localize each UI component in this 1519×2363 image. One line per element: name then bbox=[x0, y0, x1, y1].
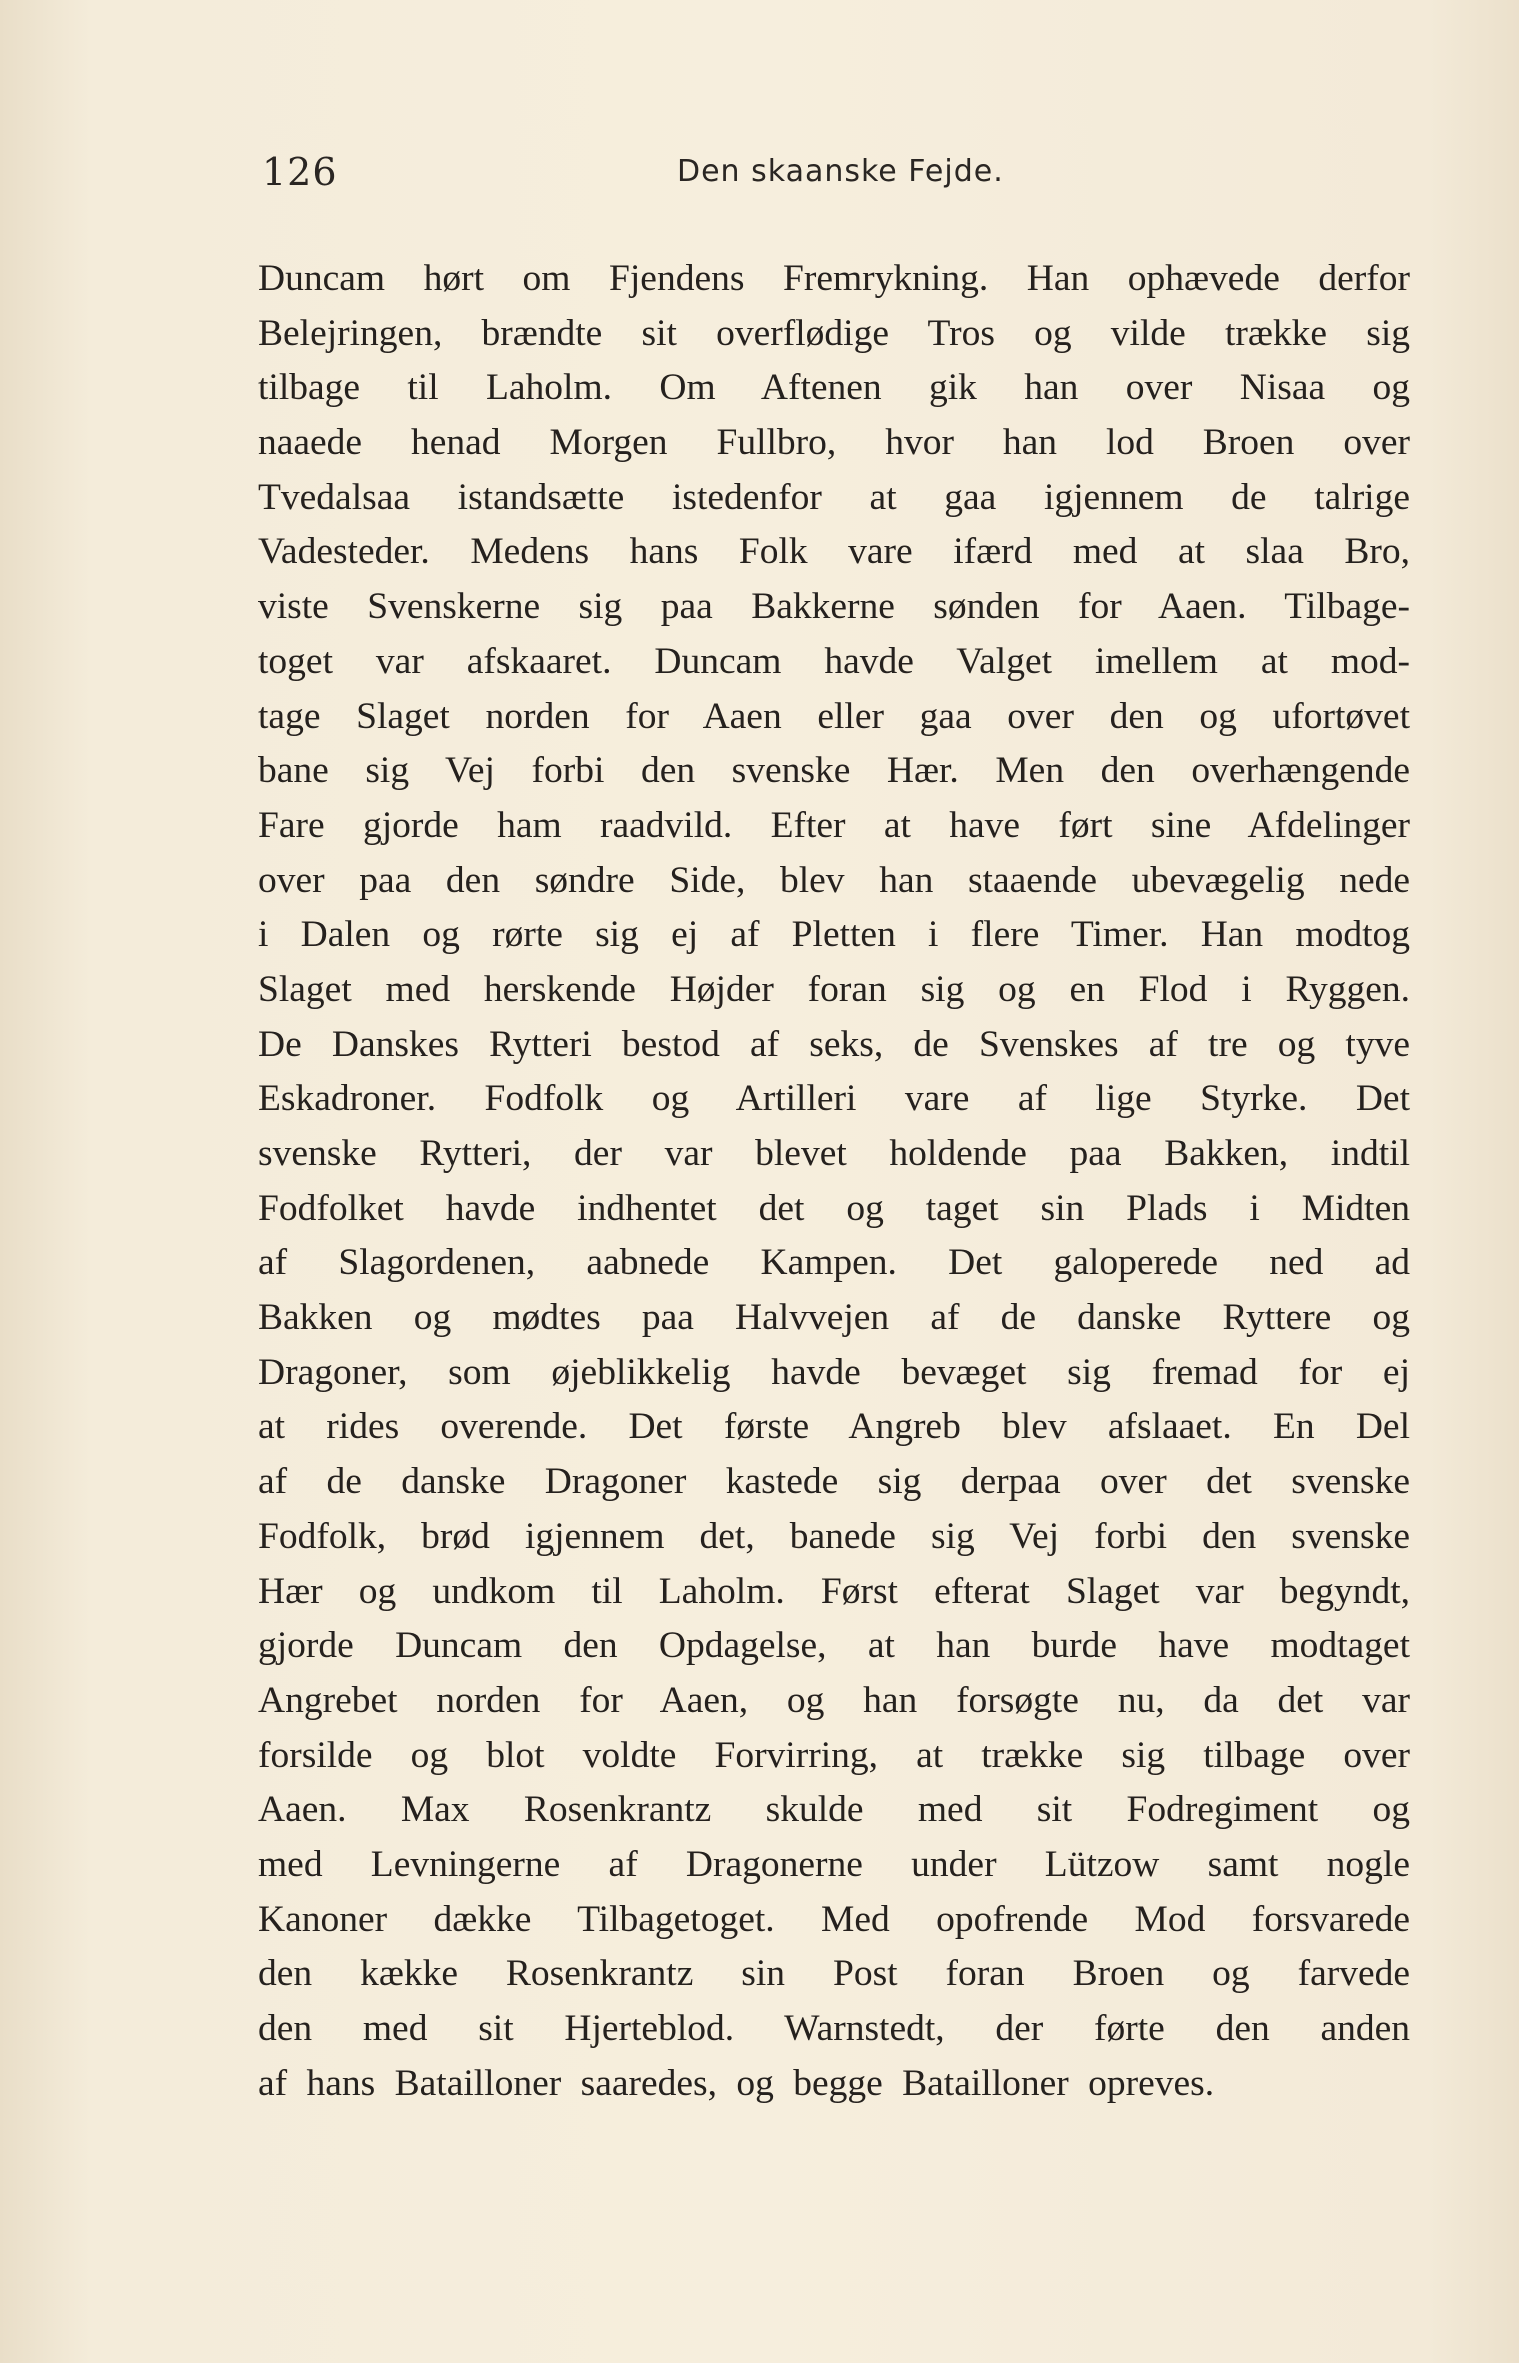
text-line: gjorde Duncam den Opdagelse, at han burde have modtaget bbox=[258, 1625, 1410, 1667]
text-line: af hans Batailloner saaredes, og begge Batailloner opreves. bbox=[258, 2062, 1215, 2104]
text-line: af de danske Dragoner kastede sig derpaa over det svenske bbox=[258, 1461, 1410, 1503]
text-line: Belejringen, brændte sit overflødige Tros og vilde trække sig bbox=[258, 312, 1410, 354]
text-line: naaede henad Morgen Fullbro, hvor han lod Broen over bbox=[258, 422, 1410, 464]
text-line: tage Slaget norden for Aaen eller gaa over den og ufortøvet bbox=[258, 695, 1410, 737]
text-line: Duncam hørt om Fjendens Fremrykning. Han ophævede derfor bbox=[258, 258, 1410, 299]
body-text bbox=[258, 252, 1410, 2111]
text-line: Slaget med herskende Højder foran sig og en Flod i Ryggen. bbox=[258, 968, 1410, 1010]
text-line: Fodfolket havde indhentet det og taget sin Plads i Midten bbox=[258, 1187, 1410, 1229]
text-line: den med sit Hjerteblod. Warnstedt, der førte den anden bbox=[258, 2008, 1410, 2049]
text-line: Kanoner dække Tilbagetoget. Med opofrende Mod forsvarede bbox=[258, 1898, 1410, 1940]
page-number: 126 bbox=[262, 150, 338, 194]
text-line: tilbage til Laholm. Om Aftenen gik han over Nisaa og bbox=[258, 367, 1410, 409]
text-line: bane sig Vej forbi den svenske Hær. Men den overhængende bbox=[258, 750, 1410, 792]
text-line: Fodfolk, brød igjennem det, banede sig Vej forbi den svenske bbox=[258, 1515, 1410, 1557]
text-line: Dragoner, som øjeblikkelig havde bevæget sig fremad for ej bbox=[258, 1351, 1410, 1393]
text-line: Eskadroner. Fodfolk og Artilleri vare af lige Styrke. Det bbox=[258, 1078, 1410, 1120]
text-line: Angrebet norden for Aaen, og han forsøgte nu, da det var bbox=[258, 1679, 1410, 1721]
text-line: Fare gjorde ham raadvild. Efter at have ført sine Afdelinger bbox=[258, 804, 1410, 846]
text-line: Vadesteder. Medens hans Folk vare ifærd med at slaa Bro, bbox=[258, 531, 1410, 573]
text-line: i Dalen og rørte sig ej af Pletten i flere Timer. Han modtog bbox=[258, 914, 1410, 956]
text-line: over paa den søndre Side, blev han staaende ubevægelig nede bbox=[258, 859, 1410, 901]
text-line: Tvedalsaa istandsætte istedenfor at gaa igjennem de talrige bbox=[258, 476, 1410, 518]
text-line: Aaen. Max Rosenkrantz skulde med sit Fodregiment og bbox=[258, 1789, 1410, 1831]
text-line: svenske Rytteri, der var blevet holdende paa Bakken, indtil bbox=[258, 1133, 1410, 1174]
text-line: at rides overende. Det første Angreb blev afslaaet. En Del bbox=[258, 1406, 1410, 1448]
text-line: toget var afskaaret. Duncam havde Valget imellem at mod- bbox=[258, 640, 1410, 682]
text-line: viste Svenskerne sig paa Bakkerne sønden for Aaen. Tilbage- bbox=[258, 586, 1410, 628]
text-line: den kække Rosenkrantz sin Post foran Broen og farvede bbox=[258, 1953, 1410, 1995]
text-line: De Danskes Rytteri bestod af seks, de Svenskes af tre og tyve bbox=[258, 1023, 1410, 1065]
running-head: Den skaanske Fejde. bbox=[677, 154, 1004, 189]
text-line: med Levningerne af Dragonerne under Lützow samt nogle bbox=[258, 1843, 1410, 1885]
text-line: Hær og undkom til Laholm. Først efterat Slaget var begyndt, bbox=[258, 1570, 1410, 1612]
page-header bbox=[262, 150, 1412, 210]
text-line: forsilde og blot voldte Forvirring, at trække sig tilbage over bbox=[258, 1734, 1410, 1776]
text-line: af Slagordenen, aabnede Kampen. Det galoperede ned ad bbox=[258, 1242, 1410, 1284]
text-line: Bakken og mødtes paa Halvvejen af de danske Ryttere og bbox=[258, 1297, 1410, 1339]
